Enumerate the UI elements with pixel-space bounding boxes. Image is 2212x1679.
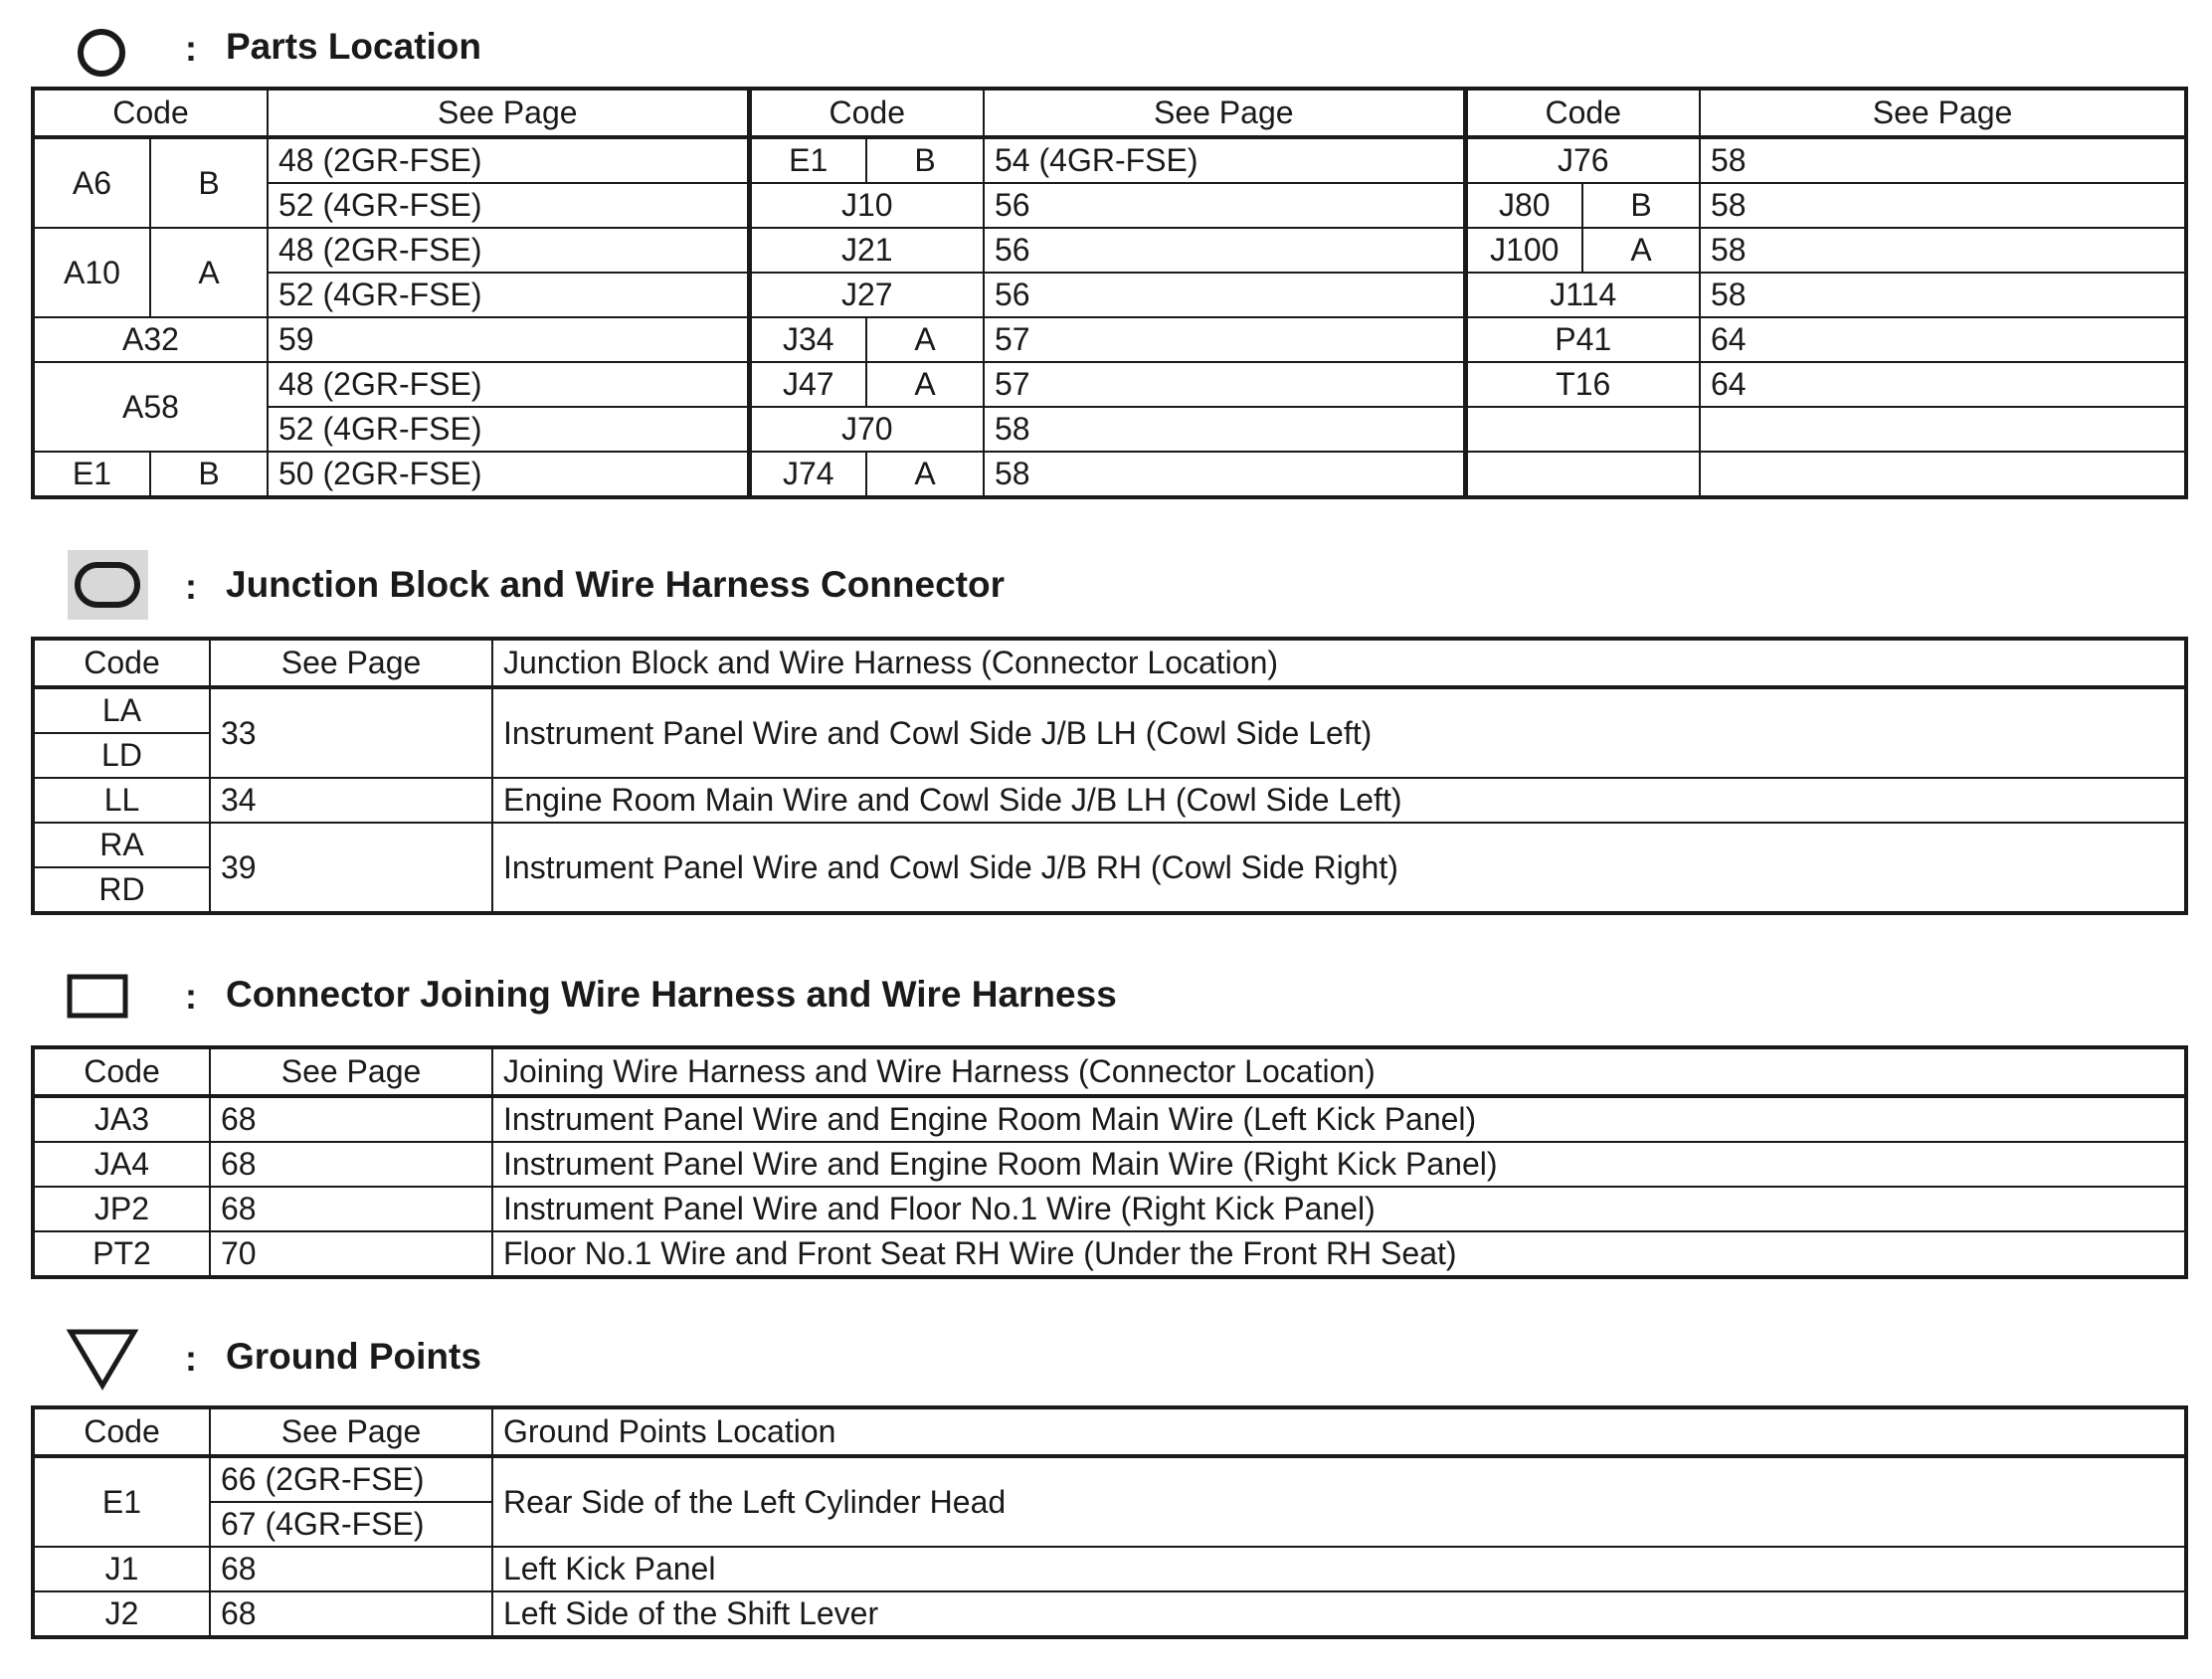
section-title: Parts Location [226,26,481,67]
page-cell: 56 [984,273,1465,317]
section-colon: : [185,976,197,1017]
table-row [33,362,2186,407]
sub-code-cell: B [1582,183,1700,228]
code-cell: RA [33,823,210,867]
code-cell: A58 [33,362,268,452]
page-cell: 58 [984,407,1465,452]
code-cell: J27 [749,273,984,317]
header-see-page: See Page [210,1407,492,1456]
circle-icon [77,28,126,78]
code-cell: J47 [749,362,866,407]
header-location: Junction Block and Wire Harness (Connector Location) [492,639,2186,687]
page-cell: 58 [1700,228,2186,273]
ground-points-table [31,1405,2188,1639]
page-cell: 59 [268,317,749,362]
page-cell: 64 [1700,317,2186,362]
sub-code-cell: A [866,317,984,362]
header-code: Code [33,639,210,687]
table-header-row [33,1407,2186,1456]
code-cell: J100 [1465,228,1582,273]
connector-joining-table [31,1045,2188,1279]
table-header-row [33,89,2186,137]
table-row [33,407,2186,452]
code-cell: JP2 [33,1187,210,1231]
page-cell: 48 (2GR-FSE) [268,228,749,273]
header-see-page: See Page [210,1047,492,1096]
page-cell: 33 [210,687,492,778]
page-cell: 58 [1700,137,2186,183]
table-row [33,1231,2186,1277]
page-cell: 48 (2GR-FSE) [268,137,749,183]
section-title: Junction Block and Wire Harness Connector [226,564,1005,605]
code-cell: J2 [33,1591,210,1637]
code-cell: J80 [1465,183,1582,228]
code-cell: RD [33,867,210,913]
table-row [33,1096,2186,1142]
location-cell: Left Side of the Shift Lever [492,1591,2186,1637]
table-row [33,137,2186,183]
code-cell: J10 [749,183,984,228]
table-row [33,228,2186,273]
code-cell: JA4 [33,1142,210,1187]
code-cell: J70 [749,407,984,452]
table-header-row [33,639,2186,687]
location-cell: Floor No.1 Wire and Front Seat RH Wire (Under the Front RH Seat) [492,1231,2186,1277]
sub-code-cell: A [866,362,984,407]
sub-code-cell: B [150,452,268,497]
code-cell: LA [33,687,210,733]
page-cell: 58 [1700,273,2186,317]
empty-cell [1465,407,1700,452]
header-code: Code [1465,89,1700,137]
sub-code-cell: B [150,137,268,228]
table-row [33,183,2186,228]
page-cell: 57 [984,362,1465,407]
page-cell: 56 [984,228,1465,273]
code-cell: J76 [1465,137,1700,183]
code-cell: A10 [33,228,150,317]
code-cell: J1 [33,1547,210,1591]
header-code: Code [749,89,984,137]
rounded-rect-icon [74,561,141,609]
triangle-down-icon [66,1327,139,1391]
page-cell: 64 [1700,362,2186,407]
page-cell: 58 [1700,183,2186,228]
connector-joining-heading [0,960,2212,1029]
code-cell: A6 [33,137,150,228]
code-cell: PT2 [33,1231,210,1277]
header-see-page: See Page [268,89,749,137]
table-row [33,778,2186,823]
header-see-page: See Page [210,639,492,687]
header-see-page: See Page [984,89,1465,137]
page-cell: 68 [210,1591,492,1637]
location-cell: Instrument Panel Wire and Engine Room Main Wire (Right Kick Panel) [492,1142,2186,1187]
page-cell: 54 (4GR-FSE) [984,137,1465,183]
code-cell: J34 [749,317,866,362]
empty-cell [1465,452,1700,497]
section-colon: : [185,28,197,69]
location-cell: Left Kick Panel [492,1547,2186,1591]
code-cell: E1 [749,137,866,183]
junction-block-table [31,637,2188,915]
page-cell: 68 [210,1142,492,1187]
section-colon: : [185,566,197,607]
table-row [33,1547,2186,1591]
table-row [33,823,2186,867]
location-cell: Instrument Panel Wire and Floor No.1 Wire (Right Kick Panel) [492,1187,2186,1231]
code-cell: J21 [749,228,984,273]
ground-points-heading [0,1322,2212,1392]
sub-code-cell: A [1582,228,1700,273]
header-see-page: See Page [1700,89,2186,137]
header-code: Code [33,1047,210,1096]
code-cell: J74 [749,452,866,497]
table-row [33,1187,2186,1231]
page-cell: 52 (4GR-FSE) [268,407,749,452]
code-cell: T16 [1465,362,1700,407]
parts-location-table [31,87,2188,499]
sub-code-cell: B [866,137,984,183]
header-code: Code [33,1407,210,1456]
location-cell: Rear Side of the Left Cylinder Head [492,1456,2186,1547]
junction-block-heading [0,550,2212,620]
header-code: Code [33,89,268,137]
code-cell: E1 [33,1456,210,1547]
table-row [33,452,2186,497]
location-cell: Instrument Panel Wire and Cowl Side J/B LH (Cowl Side Left) [492,687,2186,778]
code-cell: P41 [1465,317,1700,362]
section-colon: : [185,1338,197,1379]
page-cell: 57 [984,317,1465,362]
parts-location-heading [0,14,2212,84]
code-cell: J114 [1465,273,1700,317]
table-row [33,687,2186,733]
page-cell: 66 (2GR-FSE) [210,1456,492,1502]
page-cell: 68 [210,1096,492,1142]
table-row [33,1591,2186,1637]
rectangle-icon [67,974,130,1022]
table-row [33,273,2186,317]
sub-code-cell: A [150,228,268,317]
header-location: Joining Wire Harness and Wire Harness (Connector Location) [492,1047,2186,1096]
table-row [33,1456,2186,1502]
empty-cell [1700,407,2186,452]
page-cell: 52 (4GR-FSE) [268,273,749,317]
location-cell: Engine Room Main Wire and Cowl Side J/B LH (Cowl Side Left) [492,778,2186,823]
page-cell: 67 (4GR-FSE) [210,1502,492,1547]
code-cell: A32 [33,317,268,362]
sub-code-cell: A [866,452,984,497]
code-cell: LL [33,778,210,823]
page-cell: 39 [210,823,492,913]
table-row [33,1142,2186,1187]
page-cell: 68 [210,1547,492,1591]
section-title: Ground Points [226,1336,481,1377]
header-location: Ground Points Location [492,1407,2186,1456]
page-cell: 52 (4GR-FSE) [268,183,749,228]
page-cell: 58 [984,452,1465,497]
page-cell: 48 (2GR-FSE) [268,362,749,407]
page-cell: 50 (2GR-FSE) [268,452,749,497]
page-cell: 34 [210,778,492,823]
section-title: Connector Joining Wire Harness and Wire Harness [226,974,1117,1015]
location-cell: Instrument Panel Wire and Cowl Side J/B RH (Cowl Side Right) [492,823,2186,913]
page-cell: 70 [210,1231,492,1277]
code-cell: LD [33,733,210,778]
empty-cell [1700,452,2186,497]
table-header-row [33,1047,2186,1096]
table-row [33,317,2186,362]
code-cell: JA3 [33,1096,210,1142]
page-cell: 68 [210,1187,492,1231]
code-cell: E1 [33,452,150,497]
page-cell: 56 [984,183,1465,228]
location-cell: Instrument Panel Wire and Engine Room Main Wire (Left Kick Panel) [492,1096,2186,1142]
